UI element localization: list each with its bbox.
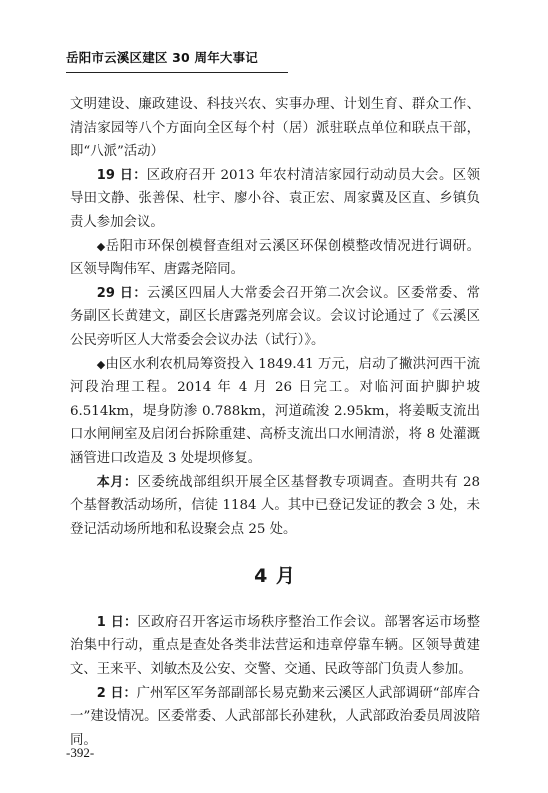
entry-19-day — [70, 164, 480, 235]
entry-date-label: 1 日： — [96, 614, 138, 630]
page-number: -392- — [66, 745, 95, 760]
entry-text: 区委统战部组织开展全区基督教专项调查。查明共有 28 个基督教活动场所，信徒 1184 人。其中已登记发证的教会 3 处，未登记活动场所地和私设聚会点 25 处。 — [70, 474, 480, 537]
entry-text: 由区水利农机局筹资投入 1849.41 万元，启动了撇洪河西干流河段治理工程。2014 年 4 月 26 日完工。对临河面护脚护坡 6.514km，堤身防渗 0.788km，河道疏浚 2.95km，将姜畈支流出口水闸闸室及启闭台拆除重建、高桥支流出口水闸清淤，将 8 处灌溉涵管进口改造及 3 处堤坝修复。 — [70, 356, 480, 466]
running-header: 岳阳市云溪区建区 30 周年大事记 — [66, 50, 258, 65]
entry-environment-inspection — [70, 235, 480, 282]
header-rule — [66, 72, 288, 73]
paragraph-text: 文明建设、廉政建设、科技兴农、实事办理、计划生育、群众工作、清洁家园等八个方面向全区每个村（居）派驻联点单位和联点干部，即“八派”活动） — [70, 97, 480, 160]
entry-29-day — [70, 282, 480, 353]
entry-text: 岳阳市环保创模督查组对云溪区环保创模整改情况进行调研。区领导陶伟军、唐露尧陪同。 — [70, 238, 480, 278]
entry-date-label: 19 日： — [96, 167, 147, 183]
month-heading: 4 月 — [254, 565, 296, 588]
entry-text: 广州军区军务部副部长易克勤来云溪区人武部调研“部库合一”建设情况。区委常委、人武部部长孙建秋，人武部政治委员周波陪同。 — [70, 685, 480, 748]
entry-text: 区政府召开客运市场秩序整治工作会议。部署客运市场整治集中行动，重点是查处各类非法营运和违章停靠车辆。区领导黄建文、王来平、刘敏杰及公安、交警、交通、民政等部门负责人参加。 — [70, 614, 480, 678]
entry-april-2 — [70, 682, 480, 753]
entry-date-label: 本月： — [96, 474, 138, 490]
diamond-bullet-icon: ◆ — [96, 239, 106, 253]
body-text — [70, 93, 480, 752]
entry-water-project — [70, 353, 480, 471]
entry-text: 云溪区四届人大常委会召开第二次会议。区委常委、常务副区长黄建文，副区长唐露尧列席会议。会议讨论通过了《云溪区公民旁听区人大常委会会议办法（试行）》。 — [70, 285, 480, 348]
diamond-bullet-icon: ◆ — [96, 357, 106, 371]
entry-date-label: 2 日： — [96, 685, 137, 701]
entry-this-month — [70, 471, 480, 542]
entry-april-1 — [70, 611, 480, 682]
entry-text: 区政府召开 2013 年农村清洁家园行动动员大会。区领导田文静、张善保、杜宇、廖小谷、袁正宏、周家冀及区直、乡镇负责人参加会议。 — [70, 167, 480, 230]
entry-date-label: 29 日： — [96, 285, 147, 301]
paragraph-continuation — [70, 93, 480, 164]
